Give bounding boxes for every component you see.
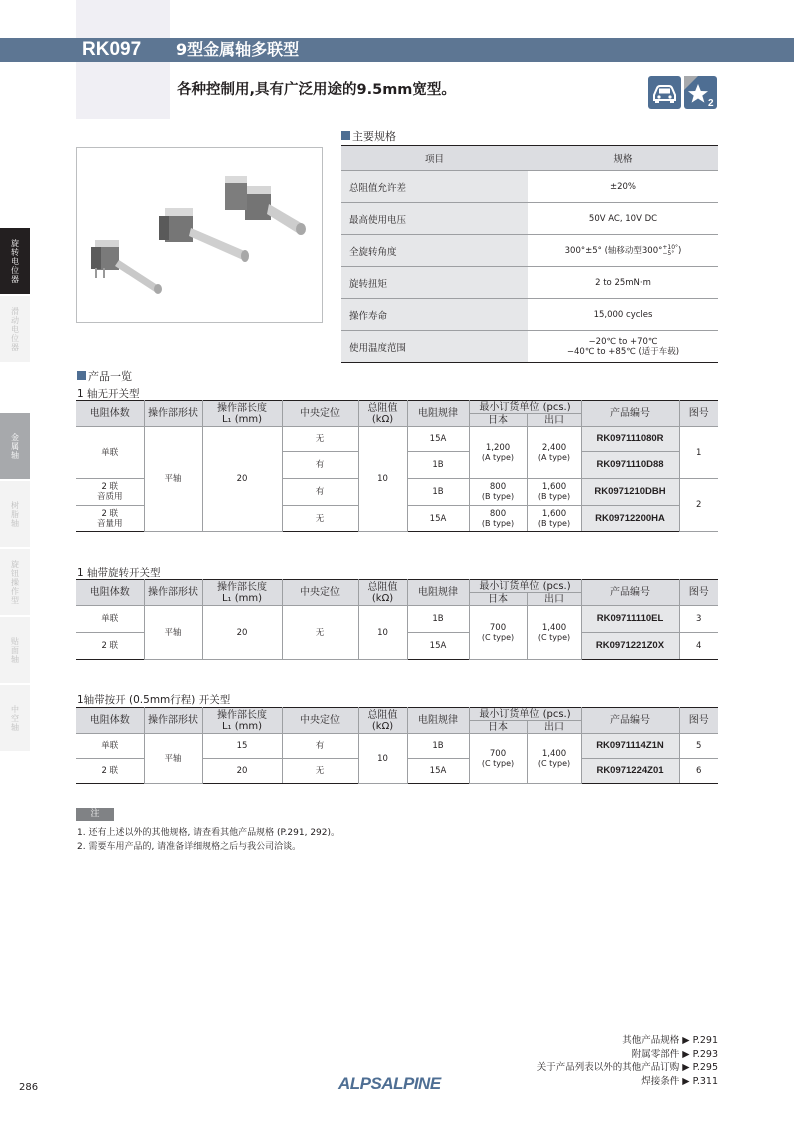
- part-number: RK0971224Z01: [581, 759, 679, 784]
- car-icon: [648, 76, 681, 109]
- table-row: 操作寿命 15,000 cycles: [341, 299, 718, 331]
- spec-table: [341, 145, 718, 363]
- table2-label: 1 轴带旋转开关型: [77, 567, 161, 579]
- note-item: 1. 还有上述以外的其他规格, 请查看其他产品规格 (P.291, 292)。: [77, 828, 341, 838]
- side-tab-resin-shaft[interactable]: 树脂轴: [0, 481, 30, 547]
- spec-section-title: 主要规格: [341, 128, 396, 144]
- table3-label: 1轴带按开 (0.5mm行程) 开关型: [77, 694, 231, 706]
- reference-link[interactable]: 关于产品列表以外的其他产品订购 ▶ P.295: [536, 1062, 718, 1073]
- table-row: 2 联 音量用 无 15A 800 (B type) 1,600 (B type) RK09712200HA: [76, 506, 718, 532]
- note-item: 2. 需要车用产品的, 请准备详细规格之后与我公司洽谈。: [77, 842, 302, 852]
- product-photo: [76, 147, 323, 323]
- side-tab-hollow[interactable]: 中空轴: [0, 685, 30, 751]
- page-references: [537, 1034, 718, 1088]
- play-arrow-icon: ▶: [682, 1062, 690, 1073]
- part-number: RK0971210DBH: [581, 479, 679, 506]
- side-tab-rotary[interactable]: 旋转电位器: [0, 228, 30, 294]
- table-row: 2 联 15A RK0971221Z0X 4: [76, 633, 718, 660]
- side-tab-surface[interactable]: 贴面轴: [0, 617, 30, 683]
- table-row: 全旋转角度 300°±5° (轴移动型300°+10° −5° ): [341, 235, 718, 267]
- table-row: 2 联 音质用 有 1B 800 (B type) 1,600 (B type) RK0971210DBH 2: [76, 479, 718, 506]
- potentiometer-image: [91, 240, 162, 294]
- star-2-icon: [684, 76, 717, 109]
- product-table-no-switch: 电阻体数 操作部形状 操作部长度 L₁ (mm) 中央定位 总阻值 (kΩ) 电阻规律 最小订货单位 (pcs.) 产品编号 图号 日本 出口 单联 平轴 20 无 10 15A 1,200 (A type) 2,400 (A type) RK097111080R 1 有 1B RK0971110D88 2 联 音质用 有 1B 800 (B type) 1,600 (B type) RK0971210DBH 2 2 联 音量用 无 15A 800 (B type) 1,600 (B type) RK09712200HA: [76, 400, 718, 532]
- page-number: 286: [19, 1082, 39, 1093]
- part-number: RK0971114Z1N: [581, 734, 679, 759]
- play-arrow-icon: ▶: [682, 1048, 690, 1060]
- spec-header-spec: 规格: [528, 146, 718, 171]
- page-subtitle: 各种控制用,具有广泛用途的9.5mm宽型。: [177, 82, 456, 98]
- table-row: 使用温度范围 −20℃ to +70℃ −40℃ to +85℃ (适于车载): [341, 331, 718, 363]
- table-row: 2 联 20 无 15A RK0971224Z01 6: [76, 759, 718, 784]
- reference-link[interactable]: 焊接条件 ▶ P.311: [641, 1075, 718, 1087]
- table-row: 单联 平轴 15 有 10 1B 700 (C type) 1,400 (C type) RK0971114Z1N 5: [76, 734, 718, 759]
- play-arrow-icon: ▶: [682, 1035, 690, 1046]
- table1-label: 1 轴无开关型: [77, 388, 140, 400]
- table-row: 旋转扭矩 2 to 25mN·m: [341, 267, 718, 299]
- table-row: 有 1B RK0971110D88: [76, 452, 718, 479]
- spec-header-item: 项目: [341, 146, 528, 171]
- side-tab-knob[interactable]: 旋钮操作型: [0, 549, 30, 615]
- part-number: RK097111080R: [581, 427, 679, 452]
- table-row: 总阻值允许差 ±20%: [341, 171, 718, 203]
- side-tab-metal-shaft[interactable]: 金属轴: [0, 413, 30, 479]
- part-number: RK09712200HA: [581, 506, 679, 532]
- side-tab-slide[interactable]: 滑动电位器: [0, 296, 30, 362]
- series-title: 9型金属轴多联型: [176, 40, 300, 59]
- star-number: 2: [708, 98, 714, 109]
- part-number: RK0971110D88: [581, 452, 679, 479]
- notes-title: 注: [76, 808, 114, 821]
- play-arrow-icon: ▶: [682, 1075, 690, 1087]
- part-number: RK0971221Z0X: [581, 633, 679, 660]
- potentiometer-image: [159, 208, 249, 262]
- table-row: 单联 平轴 20 无 10 15A 1,200 (A type) 2,400 (A type) RK097111080R 1: [76, 427, 718, 452]
- potentiometer-image: [225, 176, 306, 235]
- product-table-push-switch: 电阻体数 操作部形状 操作部长度 L₁ (mm) 中央定位 总阻值 (kΩ) 电阻规律 最小订货单位 (pcs.) 产品编号 图号 日本 出口 单联 平轴 15 有 10 1B 700 (C type) 1,400 (C type) RK0971114Z1N 5 2 联 20 无 15A RK0971224Z01 6: [76, 707, 718, 784]
- square-bullet-icon: [77, 371, 86, 380]
- square-bullet-icon: [341, 131, 350, 140]
- part-number: RK09711110EL: [581, 606, 679, 633]
- table-row: 单联 平轴 20 无 10 1B 700 (C type) 1,400 (C type) RK09711110EL 3: [76, 606, 718, 633]
- reference-link[interactable]: 其他产品规格 ▶ P.291: [622, 1035, 718, 1046]
- reference-link[interactable]: 附属零部件 ▶ P.293: [631, 1048, 718, 1060]
- table-row: 最高使用电压 50V AC, 10V DC: [341, 203, 718, 235]
- brand-logo: ALPSALPINE: [338, 1074, 441, 1093]
- product-section-title: 产品一览: [77, 368, 132, 384]
- model-number: RK097: [82, 39, 142, 60]
- product-table-rotary-switch: 电阻体数 操作部形状 操作部长度 L₁ (mm) 中央定位 总阻值 (kΩ) 电阻规律 最小订货单位 (pcs.) 产品编号 图号 日本 出口 单联 平轴 20 无 10 1B 700 (C type) 1,400 (C type) RK09711110EL 3 2 联 15A RK0971221Z0X 4: [76, 579, 718, 660]
